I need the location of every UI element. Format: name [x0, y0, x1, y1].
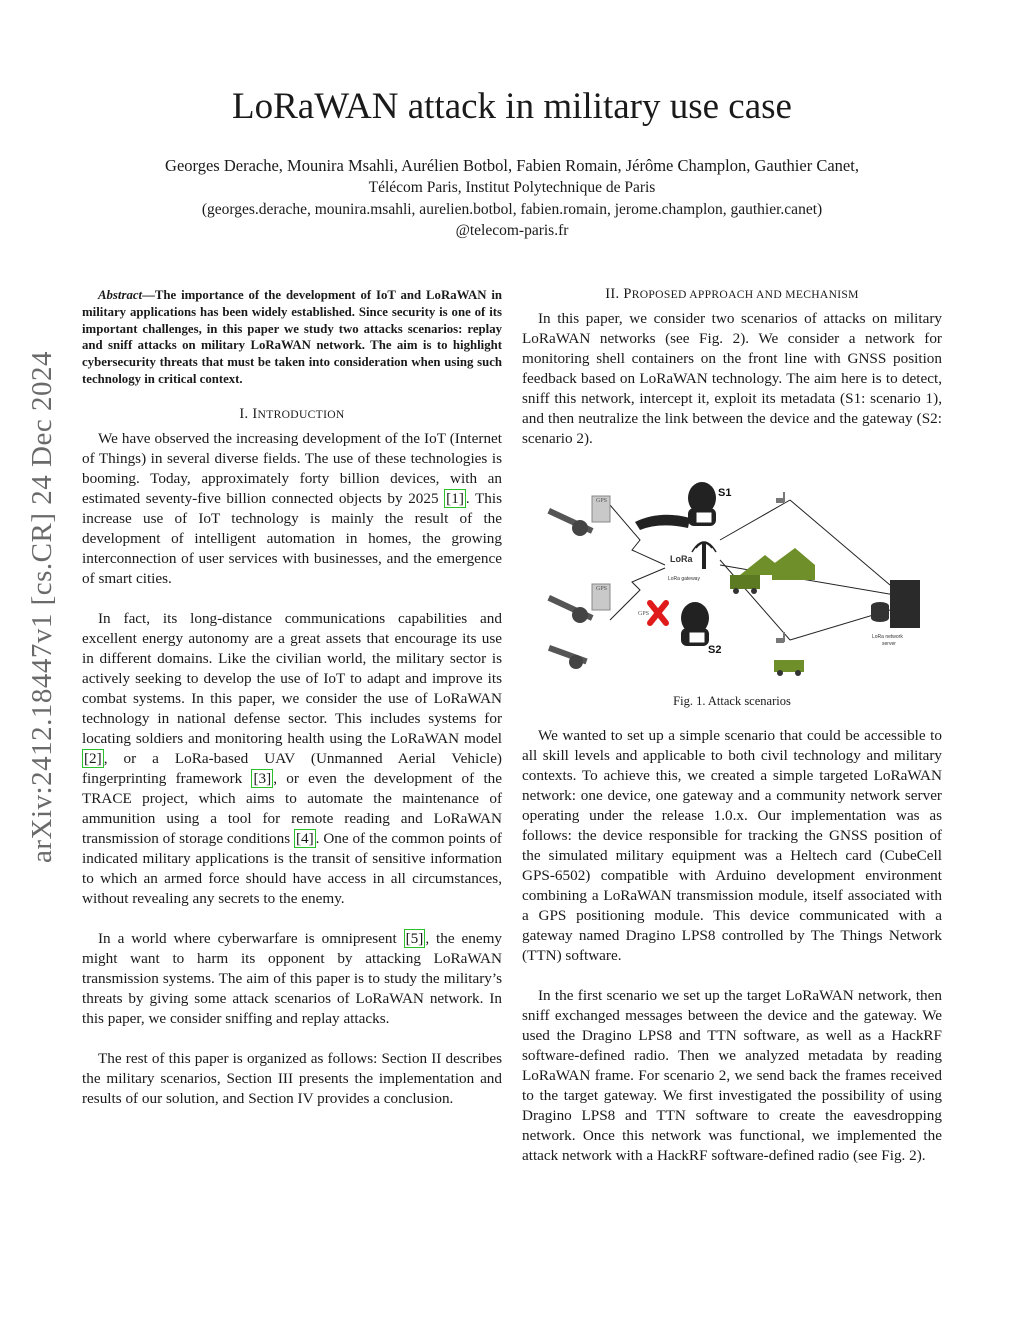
- affiliation: Télécom Paris, Institut Polytechnique de Paris: [368, 179, 656, 196]
- abstract-text: The importance of the development of IoT and LoRaWAN in military applications has been widely established. Since security is one of its important challenges, in this paper we study two attacks scenarios: replay and sniff attacks on military LoRaWAN network. The aim is to highlight cybersecurity threats that must be taken into consideration when using such technology in critical context.: [82, 288, 502, 386]
- citation-link[interactable]: [2]: [84, 749, 102, 767]
- paper-title: LoRaWAN attack in military use case: [232, 86, 792, 127]
- server-label-line2: server: [882, 641, 896, 647]
- vehicle-icon: [774, 660, 804, 676]
- attack-scenarios-figure: [540, 470, 940, 690]
- email-domain: @telecom-paris.fr: [455, 222, 569, 239]
- citation-link[interactable]: [3]: [253, 769, 272, 787]
- intro-paragraph-3: In a world where cyberwarfare is omnipresent [5] , the enemy might want to harm its opponent by attacking LoRaWAN transmission systems. The aim of this paper is to study the military’s threats by giving some attack scenarios of LoRaWAN network. In this paper, we consider sniffing and replay attacks.: [82, 929, 502, 1027]
- section-heading-introduction: I. INTRODUCTION: [239, 405, 345, 422]
- arxiv-identifier: arXiv:2412.18447v1 [cs.CR] 24 Dec 2024: [26, 351, 58, 863]
- right-column-top: [522, 284, 942, 449]
- abstract: Abstract—The importance of the development of IoT and LoRaWAN in military applications has been widely established. Since security is one of its important challenges, in this paper we study two attacks scenarios: replay and sniff attacks on military LoRaWAN network. The aim is to highlight cybersecurity threats that must be taken into consideration when using such technology in critical context.: [82, 288, 502, 386]
- citation-link[interactable]: [1]: [446, 489, 464, 507]
- lora-logo-text: LoRa: [670, 554, 693, 564]
- network-server-icon: [871, 580, 920, 628]
- intro-paragraph-4: The rest of this paper is organized as follows: Section II describes the military scenarios, Section III presents the implementation and results of our solution, and Section IV provides a conclusion.: [82, 1049, 502, 1107]
- gateway-icon: [692, 542, 716, 569]
- abstract-label: Abstract: [98, 288, 143, 302]
- hacker-icon-s1: [635, 482, 716, 530]
- approach-paragraph-1: In this paper, we consider two scenarios of attacks on military LoRaWAN networks (see Fig. 2). We consider a network for monitoring shell containers on the front line with GNSS position feedback based on LoRaWAN technology. The aim here is to detect, sniff this network, intercept it, exploit its metadata (S1: scenario 1), and then neutralize the link between the device and the gateway (S2: scenario 2).: [522, 310, 942, 447]
- figure-caption: Fig. 1. Attack scenarios: [673, 694, 791, 708]
- scenario-1-label: S1: [718, 487, 732, 499]
- citation-link[interactable]: [4]: [295, 829, 314, 847]
- sensor-icon: [776, 632, 785, 643]
- server-label-line1: LoRa network: [872, 634, 903, 640]
- intro-paragraph-2: In fact, its long-distance communications capabilities and excellent energy autonomy are a great assets that encourage its use in different domains. Like the civilian world, the military sector is actively seeking to develop the use of IoT to adapt and improve its combat systems. In this paper, we consider the use of LoRaWAN technology in national defense sector. This includes systems for locating soldiers and monitoring health using the LoRaWAN model [2] , or a LoRa-based UAV (Unmanned Aerial Vehicle) fingerprinting framework [3] , or even the development of the TRACE project, which aims to automate the maintenance of ammunition using a tool for remote reading and LoRaWAN transmission of storage conditions [4] . One of the common points of indicated military applications is the transit of sensitive information to which an armed force should have access in all circumstances, without revealing any secrets to the enemy.: [82, 609, 503, 907]
- scenario-2-label: S2: [708, 644, 722, 656]
- citation-link[interactable]: [5]: [405, 929, 424, 947]
- gps-label: GPS: [596, 586, 608, 592]
- gateway-label: LoRa gateway: [668, 576, 700, 582]
- approach-paragraph-2: We wanted to set up a simple scenario that could be accessible to all skill levels and applicable to both civil technology and military contexts. To achieve this, we created a simple targeted LoRaWAN network: one device, one gateway and a community network server operating under the release 1.0.x. Our implementation was as follows: the device responsible for tracking the GNSS position of the simulated military equipment was a Heltech card (CubeCell GPS-6502) compatible with Arduino development environment combining a LoRaWAN transmission module, itself associated with a GPS positioning module. This device communicated with a gateway named Dragino LPS8 controlled by The Things Network (TTN) software.: [522, 727, 942, 964]
- blocked-x-icon: [650, 603, 666, 623]
- right-column-bottom: [522, 726, 942, 1166]
- section-heading-approach: II. PROPOSED APPROACH AND MECHANISM: [605, 286, 859, 302]
- military-camp-icon: [730, 548, 815, 594]
- approach-paragraph-3: In the first scenario we set up the target LoRaWAN network, then sniff exchanged messages between the device and the gateway. We used the Dragino LPS8 and TTN software, as well as a HackRF software-defined radio. Then we analyzed metadata by reading LoRaWAN frame. For scenario 2, we send back the frames received to the target gateway. We first investigated the possibility of using Dragino LPS8 and TTN software to create the eavesdropping network. Once this network was functional, we implemented the attack network with a HackRF software-defined radio (see Fig. 2).: [522, 987, 942, 1164]
- gps-label: GPS: [596, 498, 608, 504]
- artillery-icon: [548, 645, 588, 669]
- intro-paragraph-1: We have observed the increasing development of the IoT (Internet of Things) in several diverse fields. The use of these technologies is booming. Today, approximately forty billion devices, with an estimated seventy-five billion connected objects by 2025 [1] . This increase use of IoT technology is mainly the result of the development of intelligent automation in homes, the growing interconnection of user services with businesses, and the emergence of smart cities.: [82, 429, 502, 587]
- hacker-icon-s2: [681, 602, 709, 646]
- left-column: [82, 287, 502, 1109]
- author-emails: (georges.derache, mounira.msahli, aurelien.botbol, fabien.romain, jerome.champlon, gauthier.canet): [201, 201, 823, 218]
- author-list: Georges Derache, Mounira Msahli, Aurélien Botbol, Fabien Romain, Jérôme Champlon, Gauthier Canet,: [165, 156, 859, 175]
- gps-label: GPS: [638, 611, 650, 617]
- sensor-icon: [776, 492, 785, 503]
